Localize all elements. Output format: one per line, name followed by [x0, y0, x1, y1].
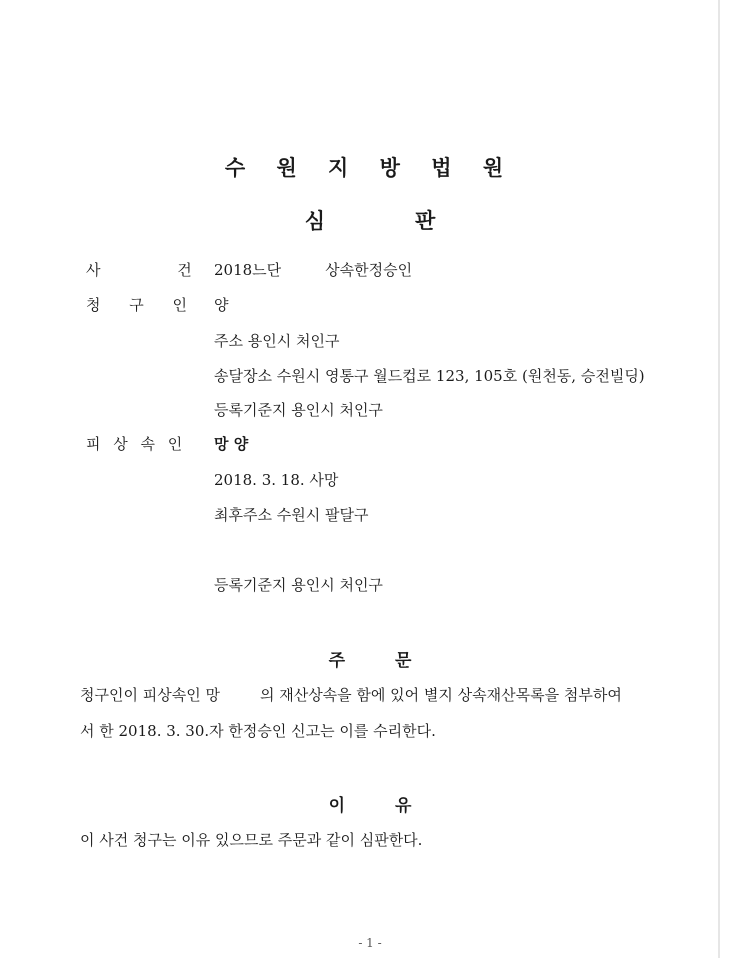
court-name: 수 원 지 방 법 원	[224, 156, 516, 180]
order-heading-left: 주	[328, 651, 345, 671]
document-type	[0, 205, 740, 235]
case-label: 사 건	[86, 261, 228, 279]
reason-heading-right: 유	[395, 796, 412, 816]
order-heading-right: 문	[395, 651, 412, 671]
order-line-1-start: 청구인이 피상속인 망	[80, 686, 220, 704]
order-line-1	[80, 684, 622, 705]
reason-heading	[0, 791, 740, 816]
page-number: - 1 -	[358, 936, 382, 950]
doc-type-left: 심	[304, 209, 325, 233]
decedent-last-address: 최후주소 수원시 팔달구	[214, 506, 369, 524]
claimant-delivery-address: 송달장소 수원시 영통구 월드컵로 123, 105호 (원천동, 승전빌딩)	[214, 367, 645, 385]
decedent-name: 망 양	[214, 435, 249, 453]
order-line-2: 서 한 2018. 3. 30.자 한정승인 신고는 이를 수리한다.	[80, 722, 436, 740]
decedent-label: 피 상 속 인	[86, 435, 187, 453]
decedent-registry: 등록기준지 용인시 처인구	[214, 576, 383, 594]
case-line	[214, 259, 412, 280]
claimant-name: 양	[214, 296, 229, 314]
claimant-label: 청 구 인	[86, 296, 200, 314]
order-heading	[0, 646, 740, 671]
order-line-1-end: 의 재산상속을 함에 있어 별지 상속재산목록을 첨부하여	[259, 686, 622, 704]
reason-heading-left: 이	[328, 796, 345, 816]
decedent-death-date: 2018. 3. 18. 사망	[214, 471, 339, 489]
claimant-registry: 등록기준지 용인시 처인구	[214, 401, 383, 419]
case-name: 상속한정승인	[325, 261, 413, 279]
doc-type-right: 판	[415, 209, 436, 233]
claimant-address: 주소 용인시 처인구	[214, 332, 340, 350]
reason-text: 이 사건 청구는 이유 있으므로 주문과 같이 심판한다.	[80, 831, 423, 849]
case-number: 2018느단	[214, 261, 282, 279]
